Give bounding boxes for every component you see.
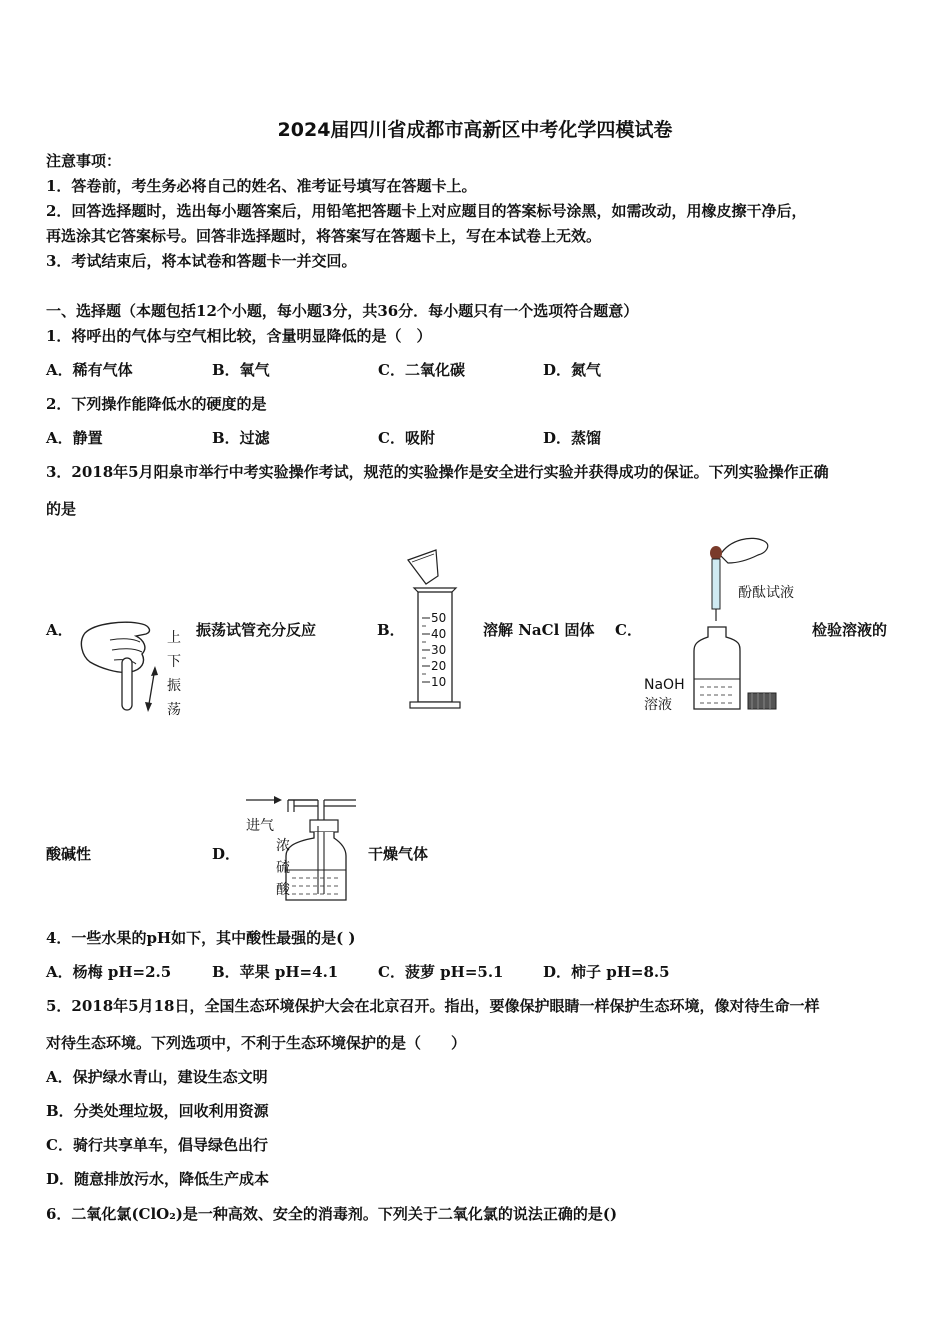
- q3-option-b-text: 溶解 NaCl 固体: [483, 621, 595, 639]
- notice-item-1: 1．答卷前，考生务必将自己的姓名、准考证号填写在答题卡上。: [46, 177, 477, 195]
- q3-option-a-label: A．: [46, 621, 73, 639]
- q2-option-c: C．吸附: [378, 429, 435, 447]
- page-title: 2024届四川省成都市高新区中考化学四模试卷: [277, 119, 673, 141]
- cylinder-mark-20: 20: [431, 659, 447, 673]
- acid-label-1: 浓: [276, 838, 290, 854]
- question-5-stem: 5．2018年5月18日，全国生态环境保护大会在北京召开。指出，要像保护眼睛一样保护生态环境，像对待生命一样: [46, 997, 820, 1015]
- figure-a-label-2: 下: [167, 654, 181, 670]
- figure-a-label-4: 荡: [167, 702, 181, 718]
- notice-item-3: 3．考试结束后，将本试卷和答题卡一并交回。: [46, 252, 357, 270]
- question-2-stem: 2．下列操作能降低水的硬度的是: [46, 395, 267, 413]
- q2-option-b: B．过滤: [212, 429, 270, 447]
- cylinder-mark-50: 50: [431, 611, 447, 625]
- shaking-test-tube-figure: [70, 618, 190, 718]
- q4-option-d: D．柿子 pH=8.5: [543, 963, 670, 981]
- q5-option-b: B．分类处理垃圾，回收利用资源: [46, 1102, 269, 1120]
- naoh-label: NaOH: [644, 677, 685, 693]
- gas-drying-bottle-figure: [242, 790, 362, 905]
- q5-option-c: C．骑行共享单车，倡导绿色出行: [46, 1136, 268, 1154]
- q3-option-c-label: C．: [615, 621, 642, 639]
- q1-option-c: C．二氧化碳: [378, 361, 465, 379]
- phenolphthalein-test-figure: [640, 533, 820, 718]
- dropper-label: 酚酞试液: [738, 585, 794, 601]
- q3-option-c-text-cont: 酸碱性: [46, 845, 92, 863]
- figure-a-label-3: 振: [167, 678, 181, 694]
- q3-option-d-text: 干燥气体: [368, 845, 429, 863]
- q3-option-d-label: D．: [212, 845, 241, 863]
- q1-option-b: B．氧气: [212, 361, 270, 379]
- q5-option-a: A．保护绿水青山，建设生态文明: [46, 1068, 268, 1086]
- q4-option-a: A．杨梅 pH=2.5: [46, 963, 172, 981]
- q3-option-a-text: 振荡试管充分反应: [196, 621, 317, 639]
- cylinder-mark-40: 40: [431, 627, 447, 641]
- graduated-cylinder-figure: [404, 548, 464, 713]
- question-5-stem-cont: 对待生态环境。下列选项中，不利于生态环境保护的是（ ）: [46, 1034, 467, 1052]
- section-heading: 一、选择题（本题包括12个小题，每小题3分，共36分．每小题只有一个选项符合题意）: [46, 302, 639, 320]
- acid-label-3: 酸: [276, 882, 290, 898]
- notice-item-2: 2．回答选择题时，选出每小题答案后，用铅笔把答题卡上对应题目的答案标号涂黑，如需改动，用橡皮擦干净后，: [46, 202, 807, 220]
- question-4-stem: 4．一些水果的pH如下，其中酸性最强的是( ): [46, 929, 356, 947]
- q3-option-c-text: 检验溶液的: [812, 621, 888, 639]
- notice-item-2-cont: 再选涂其它答案标号。回答非选择题时，将答案写在答题卡上，写在本试卷上无效。: [46, 227, 602, 245]
- q3-option-b-label: B．: [377, 621, 405, 639]
- gas-inlet-label: 进气: [246, 818, 274, 834]
- question-1-stem: 1．将呼出的气体与空气相比较，含量明显降低的是（ ）: [46, 327, 432, 345]
- q5-option-d: D．随意排放污水，降低生产成本: [46, 1170, 270, 1188]
- q4-option-c: C．菠萝 pH=5.1: [378, 963, 504, 981]
- q1-option-a: A．稀有气体: [46, 361, 133, 379]
- q1-option-d: D．氮气: [543, 361, 602, 379]
- q2-option-d: D．蒸馏: [543, 429, 602, 447]
- cylinder-mark-30: 30: [431, 643, 447, 657]
- question-3-stem: 3．2018年5月阳泉市举行中考实验操作考试，规范的实验操作是安全进行实验并获得成功的保证。下列实验操作正确: [46, 463, 829, 481]
- cylinder-mark-10: 10: [431, 675, 447, 689]
- question-6-stem: 6．二氧化氯(ClO₂)是一种高效、安全的消毒剂。下列关于二氧化氯的说法正确的是(): [46, 1205, 618, 1223]
- q4-option-b: B．苹果 pH=4.1: [212, 963, 339, 981]
- notice-heading: 注意事项：: [46, 152, 122, 170]
- question-3-stem-cont: 的是: [46, 500, 77, 518]
- figure-a-label-1: 上: [167, 630, 181, 646]
- acid-label-2: 硫: [276, 860, 290, 876]
- solution-label: 溶液: [644, 697, 672, 713]
- q2-option-a: A．静置: [46, 429, 103, 447]
